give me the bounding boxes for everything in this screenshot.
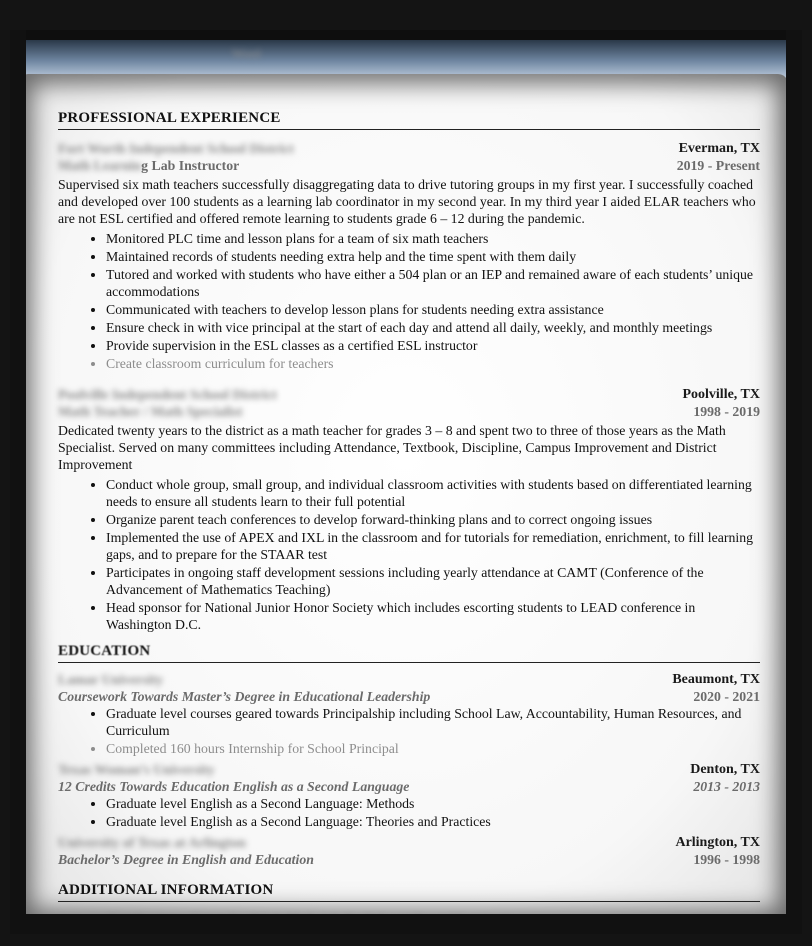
list-item: • Organize parent teach conferences to develop forward-thinking plans and to correct ongoing issues <box>106 511 760 528</box>
resume-content <box>58 110 760 929</box>
degree-dates: 2013 - 2013 <box>693 779 760 794</box>
list-item: • Implemented the use of APEX and IXL in the classroom and for tutorials for remediation, enrichment, to fill learning gaps, and to prepare for the STAAR test <box>106 529 760 563</box>
employer-name-blurred: Fort Worth Independent School District <box>58 141 294 156</box>
school-name-blurred: Texas Woman’s University <box>58 762 215 777</box>
job-bullets <box>58 230 760 372</box>
resume-page <box>22 74 788 920</box>
window-title: Word <box>232 46 261 61</box>
window-title-bar <box>22 40 788 78</box>
education-entry <box>58 761 760 830</box>
school-name-blurred: Lamar University <box>58 672 164 687</box>
job-entry <box>58 386 760 633</box>
school-location: Beaumont, TX <box>672 672 760 687</box>
list-item: • Monitored PLC time and lesson plans for a team of six math teachers <box>106 230 760 247</box>
list-item: • Graduate level courses geared towards Principalship including School Law, Accountability, Human Resources, and Curriculum <box>106 705 760 739</box>
school-name-blurred: University of Texas at Arlington <box>58 835 246 850</box>
additional-heading: ADDITIONAL INFORMATION <box>58 882 760 902</box>
job-dates: 1998 - 2019 <box>693 404 760 419</box>
education-entry <box>58 671 760 757</box>
employer-name-blurred: Poolville Independent School District <box>58 387 277 402</box>
list-item: • Completed 160 hours Internship for School Principal <box>106 740 760 757</box>
job-entry <box>58 140 760 372</box>
torn-edge-bottom <box>10 914 802 934</box>
education-bullets <box>58 705 760 757</box>
list-item: • Head sponsor for National Junior Honor Society which includes escorting students to LEAD conference in Washington D.C. <box>106 599 760 633</box>
list-item: • Communicated with teachers to develop lesson plans for students needing extra assistance <box>106 301 760 318</box>
school-location: Denton, TX <box>690 762 760 777</box>
list-item: • Graduate level English as a Second Language: Theories and Practices <box>106 813 760 830</box>
list-item: • Conduct whole group, small group, and individual classroom activities with students based on differentiated learning needs to ensure all students learn to their full potential <box>106 476 760 510</box>
list-item: • Maintained records of students needing extra help and the time spent with them daily <box>106 248 760 265</box>
list-item: • Provide supervision in the ESL classes as a certified ESL instructor <box>106 337 760 354</box>
torn-edge-left <box>10 30 26 930</box>
degree-title: Coursework Towards Master’s Degree in Educational Leadership <box>58 689 431 704</box>
list-item: • Ensure check in with vice principal at the start of each day and attend all daily, weekly, and monthly meetings <box>106 319 760 336</box>
job-location: Everman, TX <box>678 141 760 156</box>
job-description: Dedicated twenty years to the district as a math teacher for grades 3 – 8 and spent two to three of those years as the Math Specialist. Served on many committees including Attendance, Textbook, Discipline, Campus Improvement and District Improvement <box>58 423 726 472</box>
job-description: Supervised six math teachers successfully disaggregating data to drive tutoring groups in my first year. I successfully coached and developed over 100 students as a learning lab coordinator in my second year. In my third year I aided ELAR teachers who are not ESL certified and offered remote learning to students grade 6 – 12 during the pandemic. <box>58 177 756 226</box>
experience-heading: PROFESSIONAL EXPERIENCE <box>58 110 760 130</box>
torn-edge-right <box>786 30 802 930</box>
list-item: • Graduate level English as a Second Language: Methods <box>106 795 760 812</box>
degree-title: 12 Credits Towards Education English as a Second Language <box>58 779 410 794</box>
job-title: Math Learning Lab Instructor <box>58 158 240 173</box>
list-item: • Create classroom curriculum for teachers <box>106 355 760 372</box>
education-entry <box>58 834 760 868</box>
job-bullets <box>58 476 760 633</box>
degree-dates: 1996 - 1998 <box>693 852 760 867</box>
job-location: Poolville, TX <box>682 387 760 402</box>
list-item: • Tutored and worked with students who have either a 504 plan or an IEP and remained aware of each students’ unique accommodations <box>106 266 760 300</box>
job-dates: 2019 - Present <box>676 158 760 173</box>
list-item: • Participates in ongoing staff development sessions including yearly attendance at CAMT (Conference of the Advancement of Mathematics Teaching) <box>106 564 760 598</box>
education-bullets <box>58 795 760 830</box>
job-title-visible: g Lab Instructor <box>141 158 240 173</box>
school-location: Arlington, TX <box>675 835 760 850</box>
education-heading: EDUCATION <box>58 643 760 663</box>
job-title: Math Teacher / Math Specialist <box>58 404 243 419</box>
degree-title: Bachelor’s Degree in English and Education <box>58 852 314 867</box>
degree-dates: 2020 - 2021 <box>693 689 760 704</box>
